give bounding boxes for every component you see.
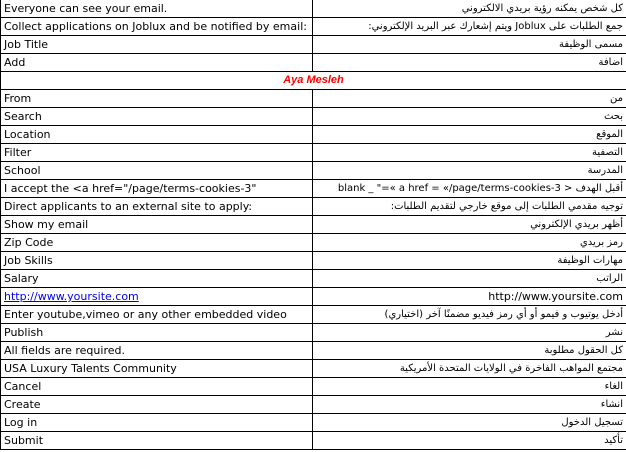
table-row (1, 54, 626, 72)
table-row (1, 360, 626, 378)
table-row (1, 378, 626, 396)
section-header-title[interactable]: Aya Mesleh (1, 72, 626, 90)
table-row (1, 216, 626, 234)
arabic-cell[interactable]: توجيه مقدمي الطلبات إلى موقع خارجي لتقديم الطلبات: (313, 198, 626, 216)
website-link-cell[interactable]: http://www.yoursite.com (1, 288, 313, 306)
table-row (1, 234, 626, 252)
arabic-cell[interactable]: الغاء (313, 378, 626, 396)
english-cell[interactable]: Job Skills (1, 252, 313, 270)
arabic-cell[interactable]: تأكيد (313, 432, 626, 450)
arabic-cell[interactable]: مجتمع المواهب الفاخرة في الولايات المتحدة الأمريكية (313, 360, 626, 378)
table-row (1, 396, 626, 414)
english-cell[interactable]: Submit (1, 432, 313, 450)
table-row (1, 180, 626, 198)
arabic-cell[interactable]: تسجيل الدخول (313, 414, 626, 432)
arabic-cell[interactable]: الموقع (313, 126, 626, 144)
table-row (1, 288, 626, 306)
arabic-cell[interactable]: الراتب (313, 270, 626, 288)
english-cell[interactable]: Collect applications on Joblux and be notified by email: (1, 18, 313, 36)
arabic-cell[interactable]: أظهر بريدي الإلكتروني (313, 216, 626, 234)
arabic-cell[interactable]: كل الحقول مطلوبة (313, 342, 626, 360)
english-cell[interactable]: Cancel (1, 378, 313, 396)
arabic-cell[interactable]: مسمى الوظيفة (313, 36, 626, 54)
english-cell[interactable]: Create (1, 396, 313, 414)
arabic-cell[interactable]: كل شخص يمكنه رؤية بريدي الالكتروني (313, 0, 626, 18)
table-row (1, 324, 626, 342)
english-cell[interactable]: Show my email (1, 216, 313, 234)
table-row (1, 270, 626, 288)
arabic-cell[interactable]: المدرسة (313, 162, 626, 180)
english-cell[interactable]: Filter (1, 144, 313, 162)
table-row (1, 198, 626, 216)
arabic-cell[interactable]: http://www.yoursite.com (313, 288, 626, 306)
arabic-cell[interactable]: التصفية (313, 144, 626, 162)
arabic-cell[interactable]: من (313, 90, 626, 108)
arabic-cell[interactable]: انشاء (313, 396, 626, 414)
table-row (1, 126, 626, 144)
table-row (1, 36, 626, 54)
arabic-cell[interactable]: بحث (313, 108, 626, 126)
table-row (1, 414, 626, 432)
table-row (1, 144, 626, 162)
table-row (1, 0, 626, 18)
english-cell[interactable]: Everyone can see your email. (1, 0, 313, 18)
arabic-cell[interactable]: أدخل يوتيوب و فيمو أو أي رمز فيديو مضمنًا آخر (اختياري) (313, 306, 626, 324)
english-cell[interactable]: Search (1, 108, 313, 126)
english-cell[interactable]: Salary (1, 270, 313, 288)
table-row (1, 108, 626, 126)
english-cell[interactable]: Add (1, 54, 313, 72)
arabic-cell[interactable]: جمع الطلبات على Joblux ويتم إشعارك عبر البريد الإلكتروني: (313, 18, 626, 36)
table-row (1, 162, 626, 180)
table-row (1, 252, 626, 270)
english-cell[interactable]: Enter youtube,vimeo or any other embedded video (1, 306, 313, 324)
arabic-cell[interactable]: نشر (313, 324, 626, 342)
table-row (1, 432, 626, 450)
section-header-row (1, 72, 626, 90)
table-row (1, 306, 626, 324)
english-cell[interactable]: I accept the <a href="/page/terms-cookies-3" (1, 180, 313, 198)
arabic-cell[interactable]: اضافة (313, 54, 626, 72)
table-row (1, 90, 626, 108)
arabic-cell[interactable]: مهارات الوظيفة (313, 252, 626, 270)
table-row (1, 18, 626, 36)
english-cell[interactable]: Job Title (1, 36, 313, 54)
arabic-cell[interactable]: أقبل الهدف < blank _ "=« a href = «/page/terms-cookies-3 (313, 180, 626, 198)
english-cell[interactable]: School (1, 162, 313, 180)
english-cell[interactable]: Direct applicants to an external site to apply: (1, 198, 313, 216)
english-cell[interactable]: Log in (1, 414, 313, 432)
english-cell[interactable]: Zip Code (1, 234, 313, 252)
arabic-cell[interactable]: رمز بريدي (313, 234, 626, 252)
english-cell[interactable]: All fields are required. (1, 342, 313, 360)
table-row (1, 342, 626, 360)
english-cell[interactable]: USA Luxury Talents Community (1, 360, 313, 378)
english-cell[interactable]: Location (1, 126, 313, 144)
english-cell[interactable]: Publish (1, 324, 313, 342)
english-cell[interactable]: From (1, 90, 313, 108)
